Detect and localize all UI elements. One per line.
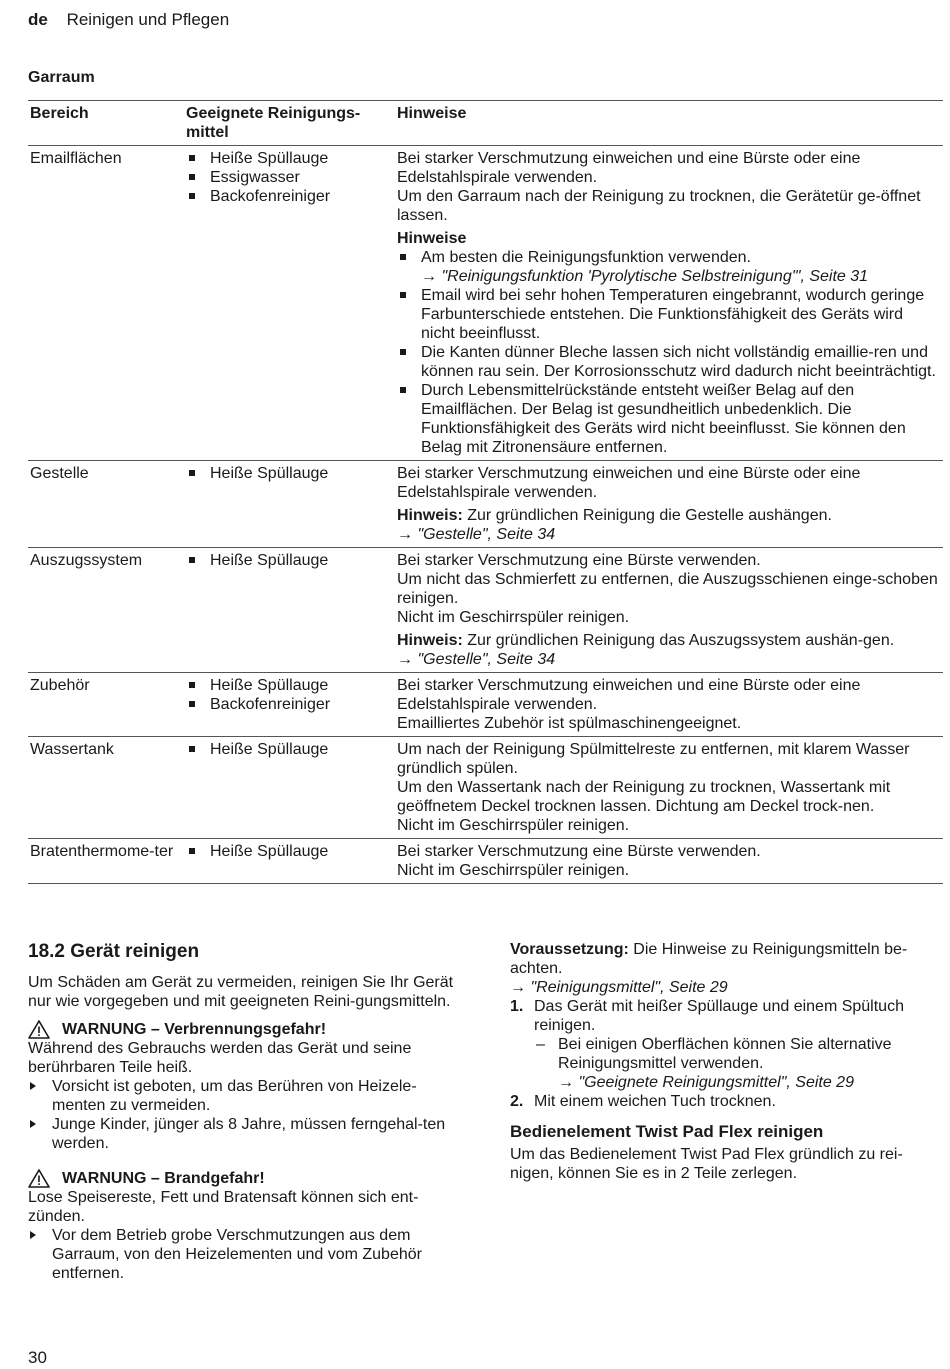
row-agents bbox=[184, 737, 395, 839]
row-area: Bratenthermome-ter bbox=[30, 843, 174, 860]
agent-item: Heiße Spüllauge bbox=[186, 149, 393, 168]
hint-title: Hinweise bbox=[397, 230, 467, 247]
cleaning-table bbox=[28, 100, 943, 884]
chapter-title: Reinigen und Pflegen bbox=[66, 10, 230, 29]
cross-reference[interactable]: → "Reinigungsmittel", Seite 29 bbox=[510, 979, 728, 996]
hint-item: Durch Lebensmittelrückstände entsteht weißer Belag auf den Emailflächen. Der Belag ist gesundheitlich unbedenklich. Die Funktionsfähigkeit des Geräts wird nicht beeinflusst. Sie können den Belag mit Zitronensäure entfernen. bbox=[397, 381, 941, 457]
hint-text: Hinweis: Zur gründlichen Reinigung die Gestelle aushängen. bbox=[397, 507, 832, 524]
table-row bbox=[28, 461, 943, 548]
note-text: Nicht im Geschirrspüler reinigen. bbox=[397, 862, 630, 879]
row-notes bbox=[395, 673, 943, 737]
row-agents bbox=[184, 548, 395, 673]
note-text: Um den Wassertank nach der Reinigung zu trocknen, Wassertank mit geöffnetem Deckel trocknen lassen. Dichtung am Deckel trock-nen. bbox=[397, 779, 891, 815]
table-row bbox=[28, 673, 943, 737]
table-caption: Garraum bbox=[28, 69, 95, 86]
agent-item: Backofenreiniger bbox=[186, 187, 393, 206]
note-text: Emailliertes Zubehör ist spülmaschinengeeignet. bbox=[397, 715, 742, 732]
hint-text: Hinweis: Zur gründlichen Reinigung das Auszugssystem aushän-gen. bbox=[397, 632, 895, 649]
row-notes bbox=[395, 737, 943, 839]
note-text: Bei starker Verschmutzung einweichen und eine Bürste oder eine Edelstahlspirale verwenden. bbox=[397, 465, 861, 501]
note-text: Um nach der Reinigung Spülmittelreste zu entfernen, mit klarem Wasser gründlich spülen. bbox=[397, 741, 910, 777]
table-header-row bbox=[28, 101, 943, 146]
list-item: Vor dem Betrieb grobe Verschmutzungen aus dem Garraum, von den Heizelementen und vom Zubehör entfernen. bbox=[28, 1226, 468, 1283]
agent-item: Backofenreiniger bbox=[186, 695, 393, 714]
intro-text: Um Schäden am Gerät zu vermeiden, reinigen Sie Ihr Gerät nur wie vorgegeben und mit geeigneten Reini-gungsmitteln. bbox=[28, 974, 454, 1010]
row-area: Emailflächen bbox=[30, 150, 122, 167]
note-text: Bei starker Verschmutzung einweichen und eine Bürste oder eine Edelstahlspirale verwenden. bbox=[397, 150, 861, 186]
arrow-icon: → bbox=[510, 979, 531, 996]
agent-item: Heiße Spüllauge bbox=[186, 464, 393, 483]
note-text: Bei starker Verschmutzung eine Bürste verwenden. bbox=[397, 843, 761, 860]
warning-burn-text: Während des Gebrauchs werden das Gerät und seine berührbaren Teile heiß. bbox=[28, 1040, 412, 1076]
warning-fire-list bbox=[28, 1226, 468, 1283]
cross-reference[interactable]: → "Geeignete Reinigungsmittel", Seite 29 bbox=[558, 1074, 854, 1091]
right-column bbox=[510, 940, 945, 1183]
table-row bbox=[28, 548, 943, 673]
note-text: Um den Garraum nach der Reinigung zu trocknen, die Gerätetür ge-öffnet lassen. bbox=[397, 188, 921, 224]
list-item: Vorsicht ist geboten, um das Berühren von Heizele-menten zu vermeiden. bbox=[28, 1077, 468, 1115]
row-area: Gestelle bbox=[30, 465, 89, 482]
row-notes bbox=[395, 461, 943, 548]
agent-item: Essigwasser bbox=[186, 168, 393, 187]
step-item: 2. Mit einem weichen Tuch trocknen. bbox=[510, 1093, 776, 1110]
row-notes bbox=[395, 839, 943, 884]
arrow-icon: → bbox=[397, 651, 418, 668]
warning-burn-title: WARNUNG – Verbrennungsgefahr! bbox=[28, 1020, 468, 1039]
row-area: Auszugssystem bbox=[30, 552, 143, 569]
sub-step-item: – Bei einigen Oberflächen können Sie alternative Reinigungsmittel verwenden. → "Geeignete Reinigungsmittel", Seite 29 bbox=[534, 1035, 945, 1092]
agent-item: Heiße Spüllauge bbox=[186, 842, 393, 861]
hint-item: Die Kanten dünner Bleche lassen sich nicht vollständig emaillie-ren und können rau sein. Der Korrosionsschutz wird dadurch nicht beeinträchtigt. bbox=[397, 343, 941, 381]
table-row bbox=[28, 839, 943, 884]
warning-fire-title: WARNUNG – Brandgefahr! bbox=[28, 1169, 468, 1188]
list-item: Junge Kinder, jünger als 8 Jahre, müssen ferngehal-ten werden. bbox=[28, 1115, 468, 1153]
subsection-text: Um das Bedienelement Twist Pad Flex gründlich zu rei-nigen, können Sie es in 2 Teile zerlegen. bbox=[510, 1146, 903, 1182]
row-area: Zubehör bbox=[30, 677, 90, 694]
warning-icon bbox=[28, 1020, 50, 1039]
arrow-icon: → bbox=[558, 1074, 579, 1091]
table-row bbox=[28, 737, 943, 839]
agent-item: Heiße Spüllauge bbox=[186, 676, 393, 695]
warning-fire-text: Lose Speisereste, Fett und Bratensaft können sich ent-zünden. bbox=[28, 1189, 419, 1225]
row-agents bbox=[184, 673, 395, 737]
cross-reference[interactable]: → "Gestelle", Seite 34 bbox=[397, 651, 556, 668]
arrow-icon: → bbox=[397, 526, 418, 543]
row-notes bbox=[395, 548, 943, 673]
cross-reference[interactable]: → "Gestelle", Seite 34 bbox=[397, 526, 556, 543]
agent-item: Heiße Spüllauge bbox=[186, 740, 393, 759]
hint-item: Am besten die Reinigungsfunktion verwenden. → "Reinigungsfunktion 'Pyrolytische Selbstreinigung'", Seite 31 bbox=[397, 248, 941, 286]
hint-item: Email wird bei sehr hohen Temperaturen eingebrannt, wodurch geringe Farbunterschiede entstehen. Die Funktionsfähigkeit des Geräts wird nicht beeinflusst. bbox=[397, 286, 941, 343]
prerequisite: Voraussetzung: Die Hinweise zu Reinigungsmitteln be-achten. bbox=[510, 941, 908, 977]
section-heading: 18.2 Gerät reinigen bbox=[28, 941, 200, 962]
note-text: Nicht im Geschirrspüler reinigen. bbox=[397, 609, 630, 626]
note-text: Um nicht das Schmierfett zu entfernen, die Auszugsschienen einge-schoben reinigen. bbox=[397, 571, 938, 607]
row-area: Wassertank bbox=[30, 741, 114, 758]
row-agents bbox=[184, 461, 395, 548]
language-tag: de bbox=[28, 10, 48, 29]
subsection-heading: Bedienelement Twist Pad Flex reinigen bbox=[510, 1122, 824, 1141]
table-row bbox=[28, 146, 943, 461]
note-text: Bei starker Verschmutzung einweichen und eine Bürste oder eine Edelstahlspirale verwenden. bbox=[397, 677, 861, 713]
cross-reference[interactable]: → "Reinigungsfunktion 'Pyrolytische Selbstreinigung'", Seite 31 bbox=[421, 268, 869, 285]
step-item: 1. Das Gerät mit heißer Spüllauge und einem Spültuch reinigen. – Bei einigen Oberflächen können Sie alternative Reinigungsmittel verwenden. → "Geeignete Reinigungsmittel", Seite 29 bbox=[510, 997, 945, 1092]
row-agents bbox=[184, 146, 395, 461]
agent-item: Heiße Spüllauge bbox=[186, 551, 393, 570]
note-text: Bei starker Verschmutzung eine Bürste verwenden. bbox=[397, 552, 761, 569]
header-notes: Hinweise bbox=[397, 105, 467, 122]
note-text: Nicht im Geschirrspüler reinigen. bbox=[397, 817, 630, 834]
row-agents bbox=[184, 839, 395, 884]
arrow-icon: → bbox=[421, 268, 442, 285]
warning-burn-list bbox=[28, 1077, 468, 1153]
header-agents: Geeignete Reinigungs- mittel bbox=[186, 105, 361, 141]
page-header bbox=[28, 10, 229, 29]
left-column bbox=[28, 940, 468, 1283]
steps-list bbox=[510, 997, 945, 1111]
page-number: 30 bbox=[28, 1348, 47, 1367]
row-notes bbox=[395, 146, 943, 461]
header-area: Bereich bbox=[30, 105, 89, 122]
warning-icon bbox=[28, 1169, 50, 1188]
